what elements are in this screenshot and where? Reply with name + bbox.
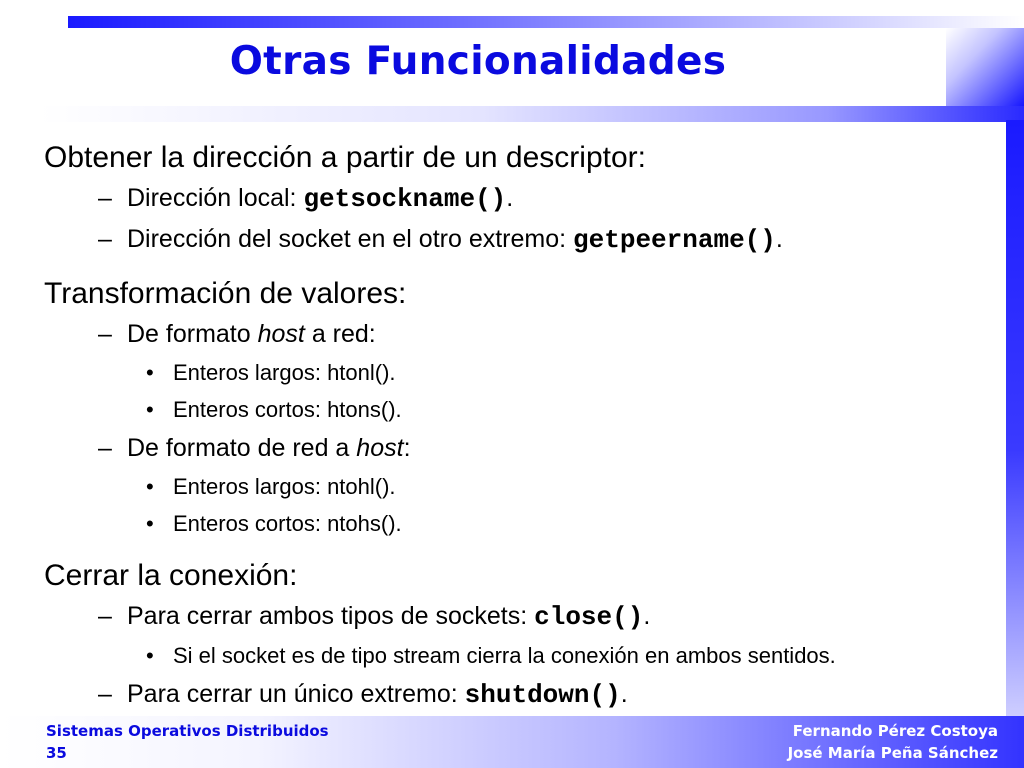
sub-item-htonl: [44, 354, 1004, 391]
right-gradient-band: [1006, 120, 1024, 720]
footer-left: [46, 720, 329, 764]
item-italic: host: [257, 320, 305, 348]
sub-item-ntohs: [44, 505, 1004, 542]
footer-page-number: 35: [46, 744, 67, 762]
list-item-getsockname: [44, 178, 1004, 219]
code-shutdown: shutdown(): [464, 680, 621, 710]
slide-content: [44, 138, 1004, 715]
list-item-red-a-host: [44, 428, 1004, 468]
sub-item-text: Enteros largos: ntohl().: [173, 474, 396, 499]
bullet-marker: •: [146, 360, 154, 385]
footer-author-2: José María Peña Sánchez: [787, 744, 998, 762]
title-underline-band: [40, 106, 1024, 122]
footer-course: Sistemas Operativos Distribuidos: [46, 722, 329, 740]
top-gradient-band: [68, 16, 1024, 28]
item-text: Para cerrar ambos tipos de sockets:: [127, 602, 535, 630]
item-suffix: .: [620, 680, 628, 708]
bullet-marker: •: [146, 643, 154, 668]
item-suffix: .: [643, 602, 651, 630]
item-text: De formato: [127, 320, 258, 348]
dash-marker: –: [98, 434, 112, 462]
dash-marker: –: [98, 680, 112, 708]
item-text: Dirección del socket en el otro extremo:: [127, 225, 574, 253]
item-italic: host: [356, 434, 404, 462]
bullet-marker: •: [146, 511, 154, 536]
list-item-getpeername: [44, 219, 1004, 260]
sub-item-htons: [44, 391, 1004, 428]
sub-item-ntohl: [44, 468, 1004, 505]
sub-item-stream-close: [44, 637, 1004, 674]
list-item-shutdown: [44, 674, 1004, 715]
item-text: Dirección local:: [127, 184, 304, 212]
list-item-host-a-red: [44, 314, 1004, 354]
sub-item-text: Enteros cortos: htons().: [173, 397, 402, 422]
code-getsockname: getsockname(): [303, 184, 507, 214]
item-suffix: .: [506, 184, 514, 212]
sub-item-text: Enteros largos: htonl().: [173, 360, 396, 385]
item-text-after: :: [403, 434, 411, 462]
dash-marker: –: [98, 184, 112, 212]
item-text-after: a red:: [304, 320, 376, 348]
section-heading-cerrar: Cerrar la conexión:: [44, 559, 298, 592]
bullet-marker: •: [146, 474, 154, 499]
footer-author-1: Fernando Pérez Costoya: [792, 722, 998, 740]
sub-item-text: Enteros cortos: ntohs().: [173, 511, 402, 536]
list-item-close: [44, 596, 1004, 637]
code-getpeername: getpeername(): [573, 225, 776, 255]
footer-right: [788, 720, 998, 764]
item-text: De formato de red a: [127, 434, 357, 462]
item-text: Para cerrar un único extremo:: [127, 680, 465, 708]
slide-title: Otras Funcionalidades: [229, 39, 727, 84]
dash-marker: –: [98, 320, 112, 348]
section-heading-transformacion: Transformación de valores:: [44, 277, 407, 310]
sub-item-text: Si el socket es de tipo stream cierra la conexión en ambos sentidos.: [173, 643, 836, 668]
item-suffix: .: [775, 225, 783, 253]
section-heading-direccion: Obtener la dirección a partir de un descriptor:: [44, 141, 646, 174]
dash-marker: –: [98, 225, 112, 253]
bullet-marker: •: [146, 397, 154, 422]
code-close: close(): [534, 602, 644, 632]
corner-gradient-block: [946, 28, 1024, 110]
dash-marker: –: [98, 602, 112, 630]
